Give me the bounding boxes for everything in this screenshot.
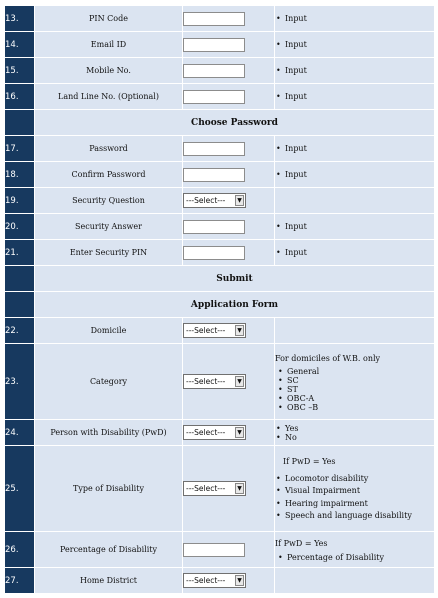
- select-value: ---Select---: [186, 428, 226, 437]
- row-number: 25.: [5, 446, 35, 532]
- table-row: [5, 344, 435, 420]
- password-input[interactable]: [183, 142, 245, 156]
- list-item: • Yes: [275, 424, 434, 433]
- select-value: ---Select---: [186, 377, 226, 386]
- disability-note-title: If PwD = Yes: [283, 456, 336, 466]
- percentage-of-disability-label: Percentage of Disability: [35, 532, 183, 568]
- pin-code-input[interactable]: [183, 12, 245, 26]
- section-row: [5, 266, 435, 292]
- confirm-password-input[interactable]: [183, 168, 245, 182]
- input-note: • Input: [275, 170, 434, 180]
- list-item: • OBC-A: [277, 394, 434, 403]
- input-note: • Input: [275, 92, 434, 102]
- table-row: [5, 32, 435, 58]
- row-number: 24.: [5, 420, 35, 446]
- section-row: [5, 110, 435, 136]
- chevron-down-icon[interactable]: ▼: [235, 195, 244, 206]
- chevron-down-icon[interactable]: ▼: [235, 575, 244, 586]
- select-value: ---Select---: [186, 196, 226, 205]
- row-number: 26.: [5, 532, 35, 568]
- select-value: ---Select---: [186, 484, 226, 493]
- security-pin-input[interactable]: [183, 246, 245, 260]
- confirm-password-label: Confirm Password: [35, 162, 183, 188]
- row-number: 20.: [5, 214, 35, 240]
- input-note: • Input: [275, 248, 434, 258]
- input-note: • Input: [275, 222, 434, 232]
- category-options-list: [275, 364, 434, 412]
- domicile-select[interactable]: [183, 323, 246, 338]
- row-number: 16.: [5, 84, 35, 110]
- security-answer-label: Security Answer: [35, 214, 183, 240]
- table-row: [5, 136, 435, 162]
- input-note: • Input: [275, 14, 434, 24]
- table-row: [5, 318, 435, 344]
- table-row: [5, 446, 435, 532]
- percentage-note-title: If PwD = Yes: [275, 538, 328, 548]
- input-note: • Input: [275, 144, 434, 154]
- table-row: [5, 532, 435, 568]
- list-item: • General: [277, 367, 434, 376]
- select-value: ---Select---: [186, 576, 226, 585]
- home-district-select[interactable]: [183, 573, 246, 588]
- landline-no-label: Land Line No. (Optional): [35, 84, 183, 110]
- pwd-select[interactable]: [183, 425, 246, 440]
- home-district-label: Home District: [35, 568, 183, 594]
- password-label: Password: [35, 136, 183, 162]
- row-number: 13.: [5, 6, 35, 32]
- mobile-no-input[interactable]: [183, 64, 245, 78]
- pin-code-label: PIN Code: [35, 6, 183, 32]
- row-number: 15.: [5, 58, 35, 84]
- category-note-title: For domiciles of W.B. only: [275, 353, 381, 363]
- landline-no-input[interactable]: [183, 90, 245, 104]
- row-number: 27.: [5, 568, 35, 594]
- row-number: 17.: [5, 136, 35, 162]
- table-row: [5, 214, 435, 240]
- pwd-options-list: [275, 423, 434, 442]
- list-item: • OBC –B: [277, 403, 434, 412]
- security-question-select[interactable]: [183, 193, 246, 208]
- list-item: • Visual Impairment: [275, 485, 434, 498]
- chevron-down-icon[interactable]: ▼: [235, 325, 244, 336]
- table-row: [5, 6, 435, 32]
- application-form-table: [4, 5, 435, 594]
- security-answer-input[interactable]: [183, 220, 245, 234]
- table-row: [5, 162, 435, 188]
- pwd-label: Person with Disability (PwD): [35, 420, 183, 446]
- list-item: • No: [275, 433, 434, 442]
- table-row: [5, 84, 435, 110]
- table-row: [5, 420, 435, 446]
- domicile-label: Domicile: [35, 318, 183, 344]
- choose-password-heading: Choose Password: [35, 110, 435, 136]
- table-row: [5, 58, 435, 84]
- select-value: ---Select---: [186, 326, 226, 335]
- category-select[interactable]: [183, 374, 246, 389]
- security-question-label: Security Question: [35, 188, 183, 214]
- row-number: 18.: [5, 162, 35, 188]
- input-note: • Input: [275, 40, 434, 50]
- list-item: • Locomotor disability: [275, 473, 434, 486]
- chevron-down-icon[interactable]: ▼: [235, 483, 244, 494]
- percentage-of-disability-input[interactable]: [183, 543, 245, 557]
- category-label: Category: [35, 344, 183, 420]
- row-number: 14.: [5, 32, 35, 58]
- table-row: [5, 240, 435, 266]
- list-item: • Percentage of Disability: [277, 553, 434, 563]
- row-number: 23.: [5, 344, 35, 420]
- chevron-down-icon[interactable]: ▼: [235, 376, 244, 387]
- mobile-no-label: Mobile No.: [35, 58, 183, 84]
- email-id-input[interactable]: [183, 38, 245, 52]
- list-item: • Hearing impairment: [275, 498, 434, 511]
- application-form-heading: Application Form: [35, 292, 435, 318]
- percentage-options-list: [275, 549, 434, 563]
- row-number: 22.: [5, 318, 35, 344]
- disability-options-list: [275, 467, 434, 523]
- security-pin-label: Enter Security PIN: [35, 240, 183, 266]
- type-of-disability-label: Type of Disability: [35, 446, 183, 532]
- list-item: • ST: [277, 385, 434, 394]
- section-row: [5, 292, 435, 318]
- row-number: 21.: [5, 240, 35, 266]
- submit-button[interactable]: Submit: [35, 266, 435, 292]
- input-note: • Input: [275, 66, 434, 76]
- row-number: 19.: [5, 188, 35, 214]
- list-item: • Speech and language disability: [275, 510, 434, 523]
- type-of-disability-select[interactable]: [183, 481, 246, 496]
- table-row: [5, 568, 435, 594]
- list-item: • SC: [277, 376, 434, 385]
- email-id-label: Email ID: [35, 32, 183, 58]
- chevron-down-icon[interactable]: ▼: [235, 427, 244, 438]
- table-row: [5, 188, 435, 214]
